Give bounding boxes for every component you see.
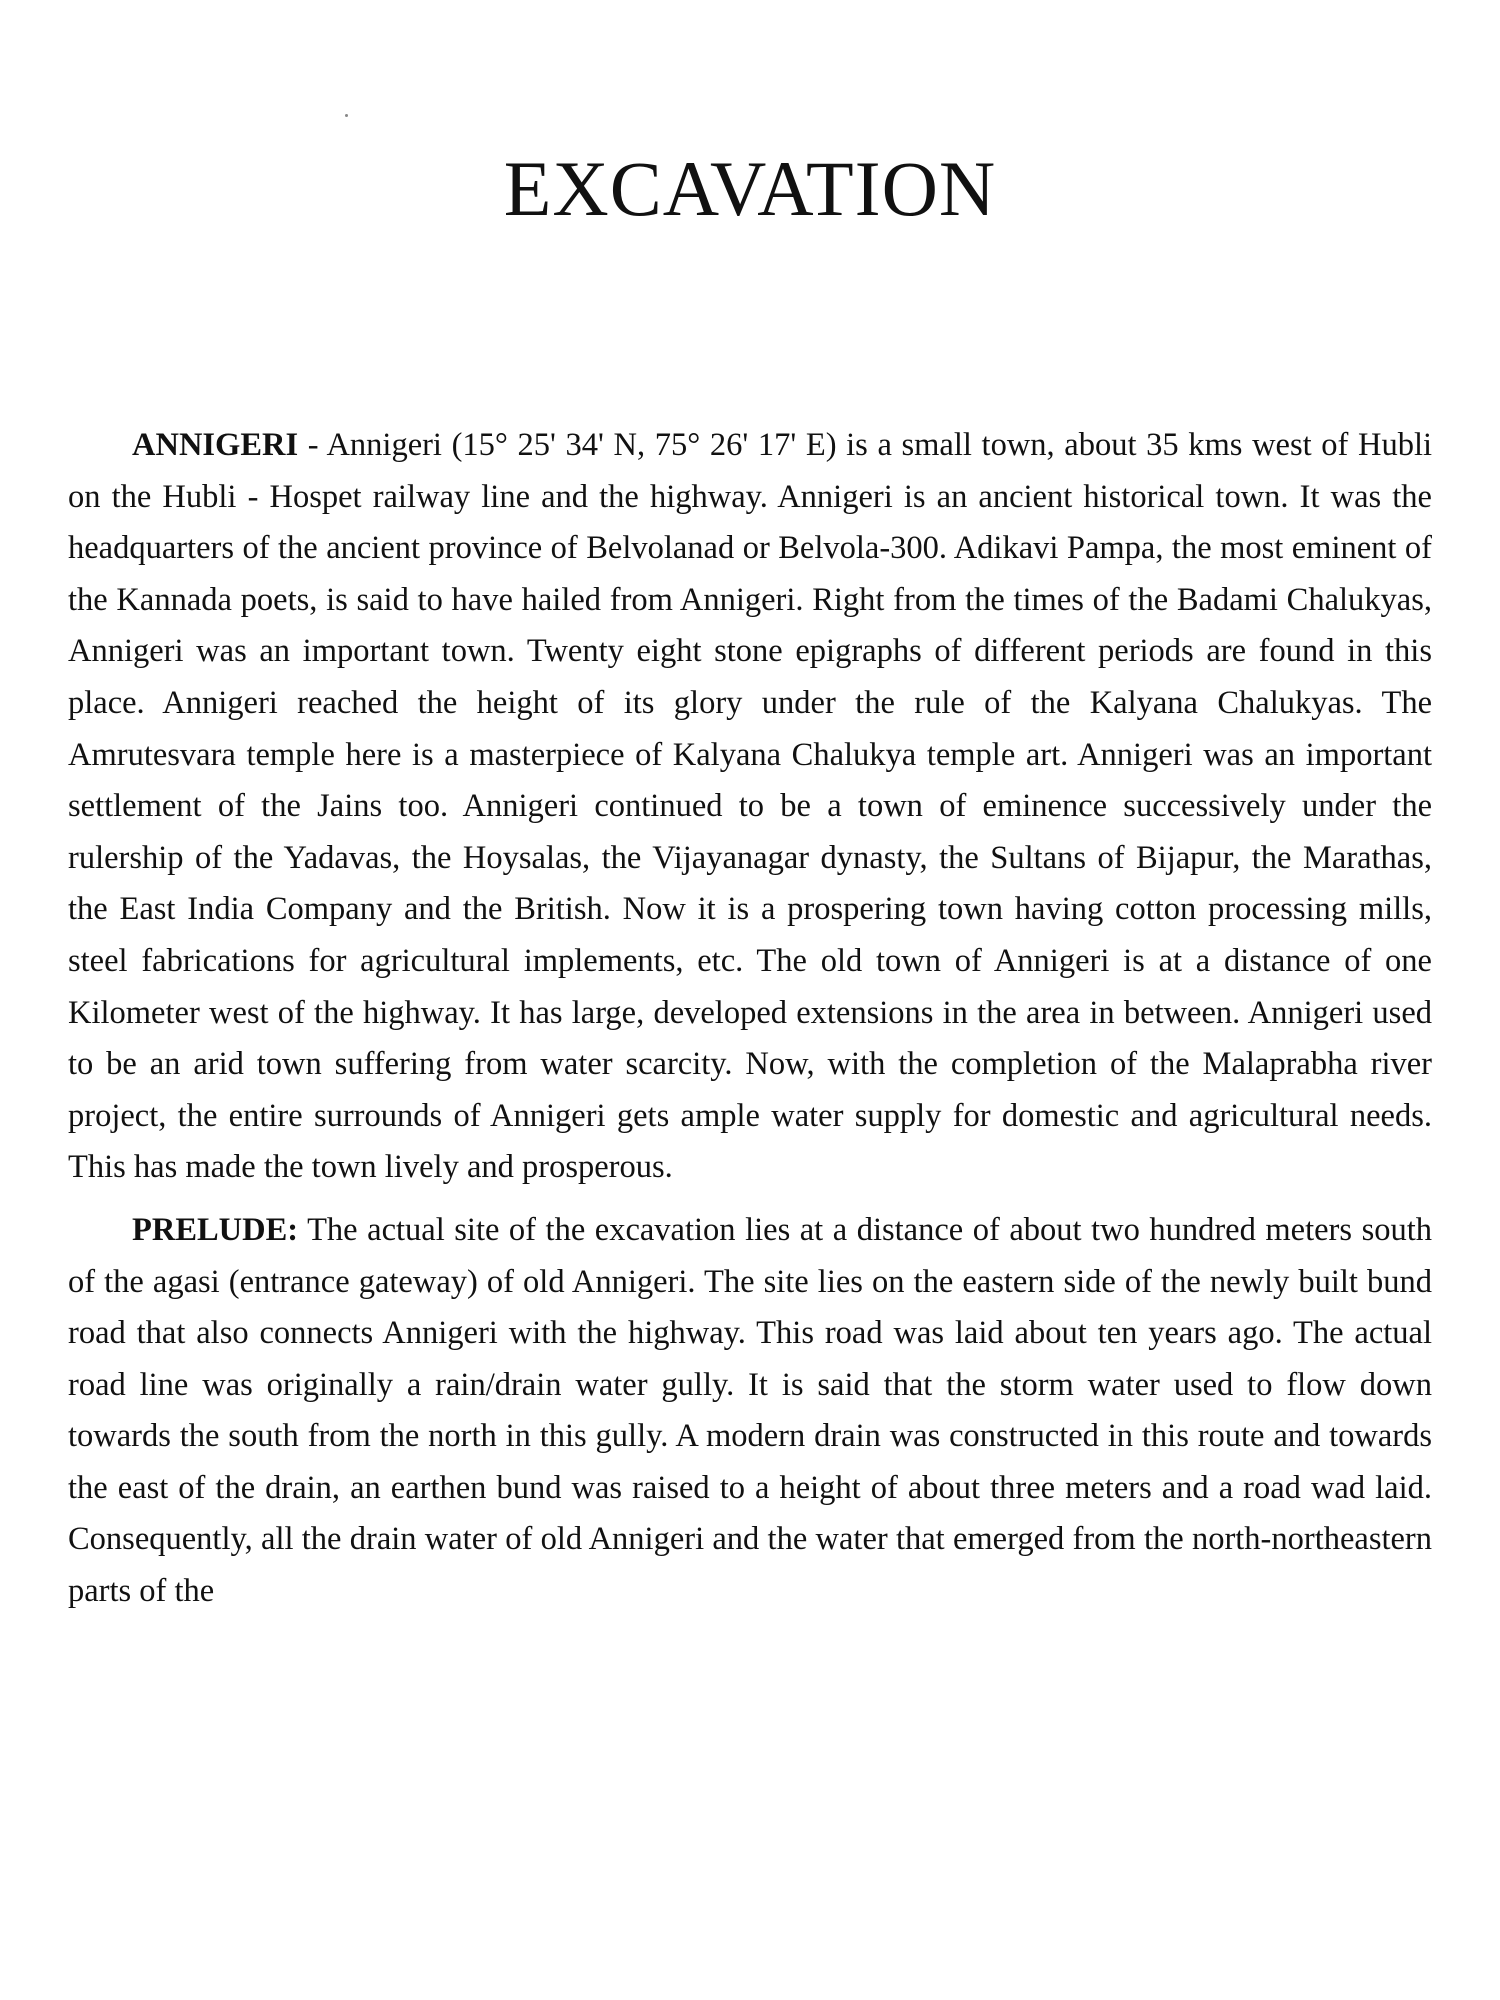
paragraph-annigeri [68, 420, 1432, 1194]
paragraph-text-annigeri: Annigeri (15° 25' 34' N, 75° 26' 17' E) is a small town, about 35 kms west of Hubli on the Hubli - Hospet railway line and the highway. Annigeri is an ancient historical town. It was the headquarters of the ancient province of Belvolanad or Belvola-300. Adikavi Pampa, the most eminent of the Kannada poets, is said to have hailed from Annigeri. Right from the times of the Badami Chalukyas, Annigeri was an important town. Twenty eight stone epigraphs of different periods are found in this place. Annigeri reached the height of its glory under the rule of the Kalyana Chalukyas. The Amrutesvara temple here is a masterpiece of Kalyana Chalukya temple art. Annigeri was an important settlement of the Jains too. Annigeri continued to be a town of eminence successively under the rulership of the Yadavas, the Hoysalas, the Vijayanagar dynasty, the Sultans of Bijapur, the Marathas, the East India Company and the British. Now it is a prospering town having cotton processing mills, steel fabrications for agricultural implements, etc. The old town of Annigeri is at a distance of one Kilometer west of the highway. It has large, developed extensions in the area in between. Annigeri used to be an arid town suffering from water scarcity. Now, with the completion of the Malaprabha river project, the entire surrounds of Annigeri gets ample water supply for domestic and agricultural needs. This has made the town lively and prosperous. [68, 427, 1433, 1186]
heading-separator [298, 1212, 307, 1248]
section-heading-annigeri: ANNIGERI [132, 427, 299, 463]
paragraph-text-prelude: The actual site of the excavation lies at a distance of about two hundred meters south of the agasi (entrance gateway) of old Annigeri. The site lies on the eastern side of the newly built bund road that also connects Annigeri with the highway. This road was laid about ten years ago. The actual road line was originally a rain/drain water gully. It is said that the storm water used to flow down towards the south from the north in this gully. A modern drain was constructed in this route and towards the east of the drain, an earthen bund was raised to a height of about three meters and a road wad laid. Consequently, all the drain water of old Annigeri and the water that emerged from the north-northeastern parts of the [68, 1211, 1432, 1610]
page-title: EXCAVATION [503, 145, 997, 232]
paragraph-prelude [68, 1205, 1432, 1618]
section-heading-prelude: PRELUDE: [132, 1211, 299, 1248]
heading-separator: - [298, 427, 327, 463]
scan-speck [345, 114, 348, 117]
body-text [68, 420, 1432, 1618]
